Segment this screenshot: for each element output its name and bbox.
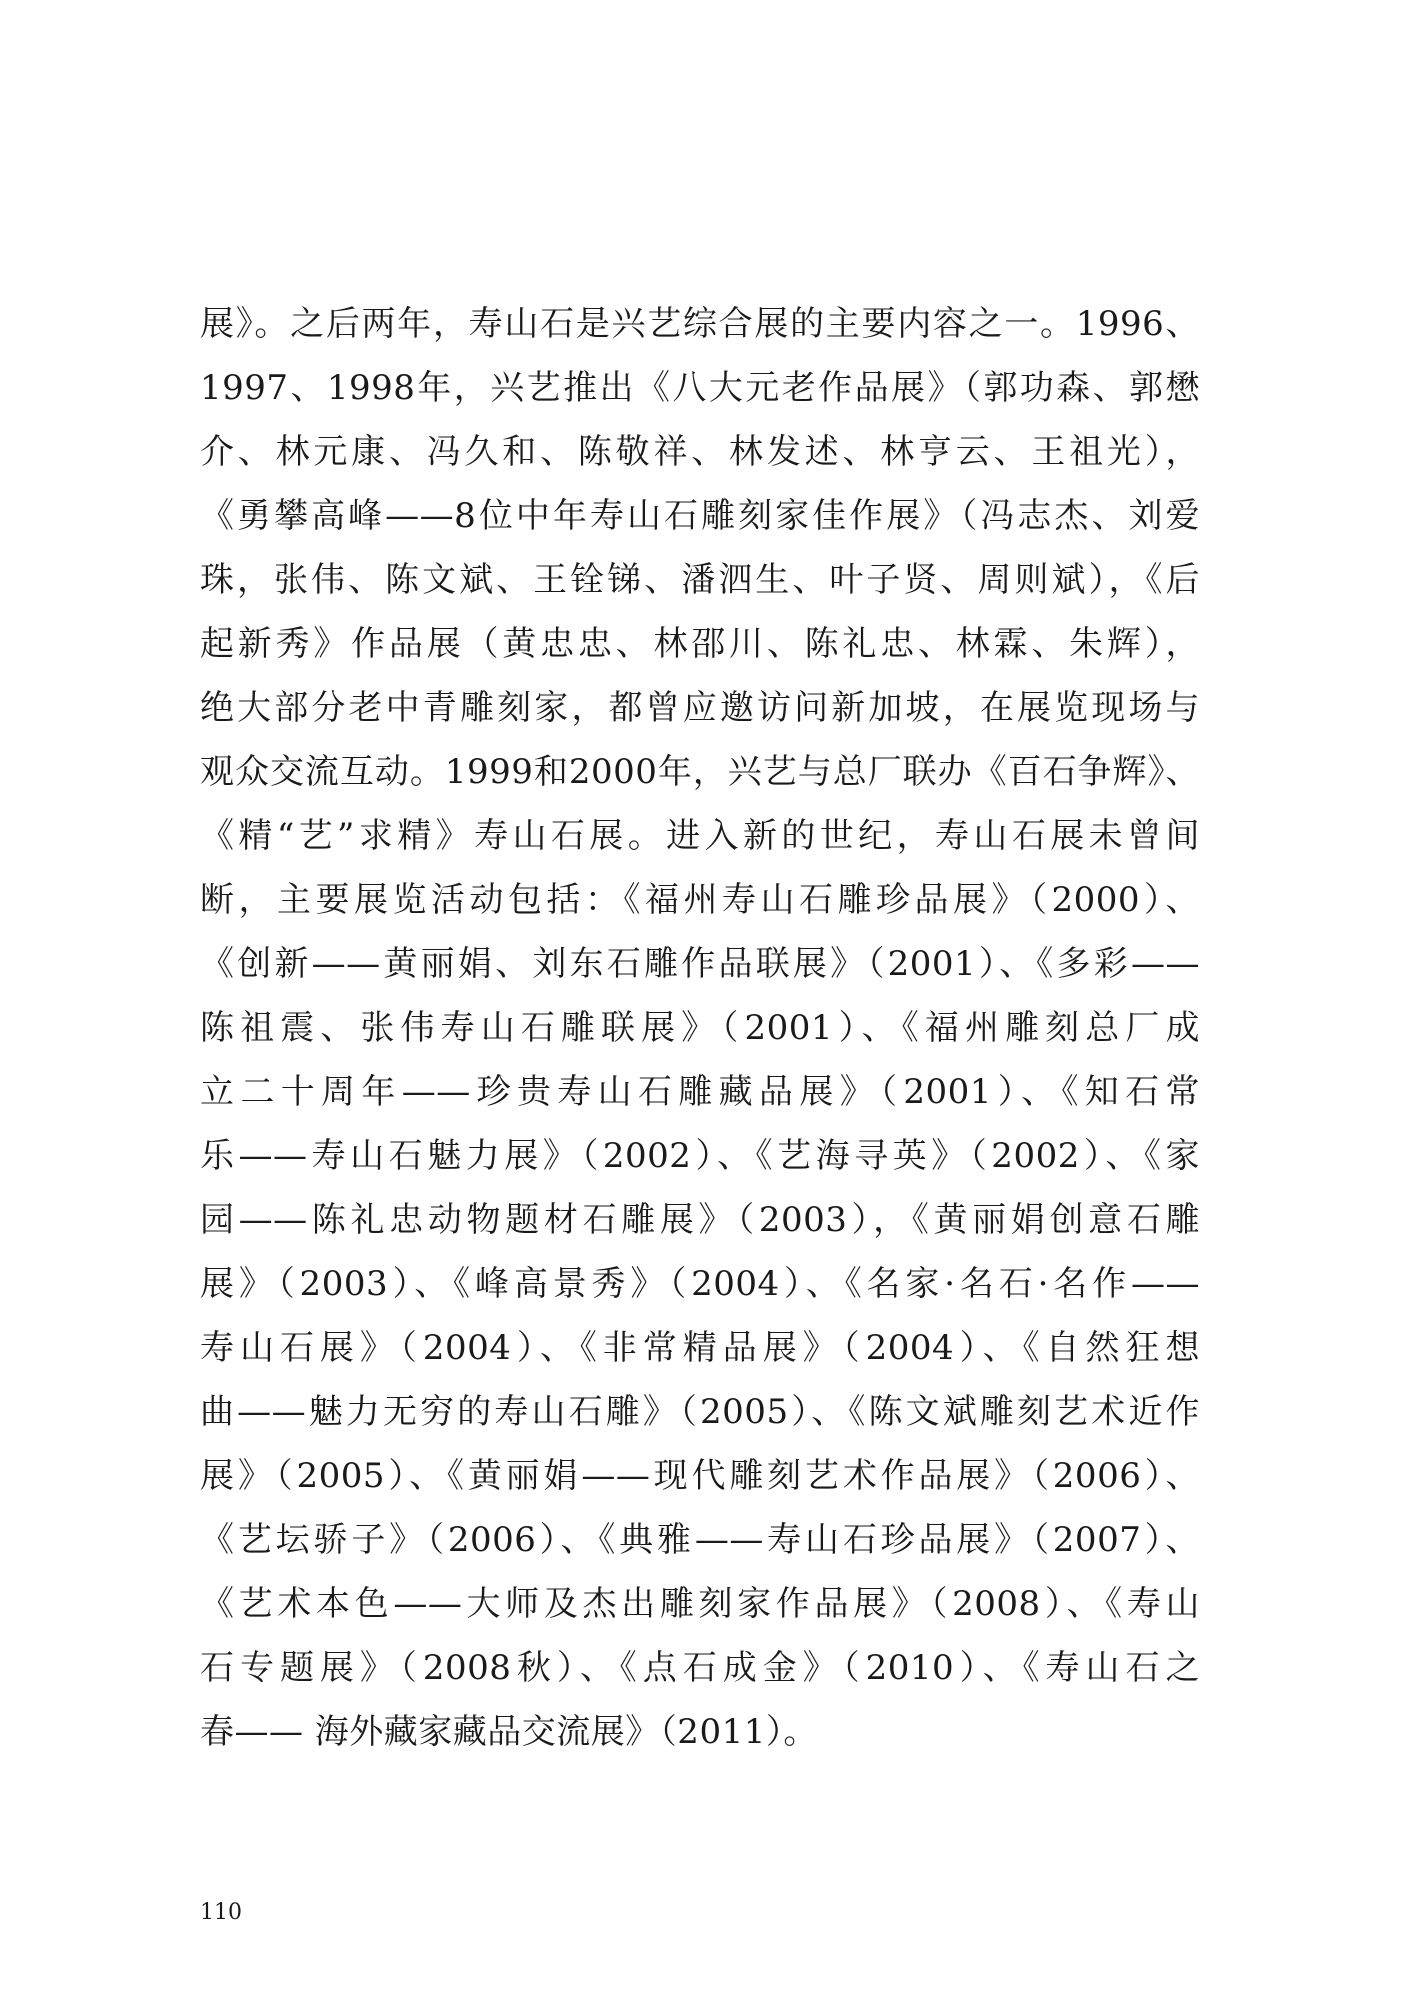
- text-line: 绝大部分老中青雕刻家，都曾应邀访问新加坡，在展览现场与: [200, 688, 1200, 728]
- text-line: 展》。之后两年，寿山石是兴艺综合展的主要内容之一。1996、: [200, 304, 1200, 344]
- text-line: 《艺术本色——大师及杰出雕刻家作品展》（2008）、《寿山: [200, 1584, 1200, 1624]
- text-line: 立二十周年——珍贵寿山石雕藏品展》（2001）、《知石常: [200, 1072, 1200, 1112]
- text-line: 寿山石展》（2004）、《非常精品展》（2004）、《自然狂想: [200, 1328, 1200, 1368]
- page-number: 110: [200, 1900, 242, 1925]
- text-line: 石专题展》（2008秋）、《点石成金》（2010）、《寿山石之: [200, 1648, 1200, 1688]
- text-line: 《精“艺”求精》寿山石展。进入新的世纪，寿山石展未曾间: [200, 816, 1200, 856]
- text-line: 展》（2005）、《黄丽娟——现代雕刻艺术作品展》（2006）、: [200, 1456, 1200, 1496]
- text-line: 《艺坛骄子》（2006）、《典雅——寿山石珍品展》（2007）、: [200, 1520, 1200, 1560]
- text-line: 《创新——黄丽娟、刘东石雕作品联展》（2001）、《多彩——: [200, 944, 1200, 984]
- text-line: 珠，张伟、陈文斌、王铨锑、潘泗生、叶子贤、周则斌），《后: [200, 560, 1200, 600]
- text-line: 观众交流互动。1999和2000年，兴艺与总厂联办《百石争辉》、: [200, 752, 1200, 792]
- text-line: 《勇攀高峰——8位中年寿山石雕刻家佳作展》（冯志杰、刘爱: [200, 496, 1200, 536]
- text-line: 曲——魅力无穷的寿山石雕》（2005）、《陈文斌雕刻艺术近作: [200, 1392, 1200, 1432]
- text-line: 起新秀》作品展（黄忠忠、林邵川、陈礼忠、林霖、朱辉），: [200, 624, 1200, 664]
- text-line: 陈祖震、张伟寿山石雕联展》（2001）、《福州雕刻总厂成: [200, 1008, 1200, 1048]
- text-line: 园——陈礼忠动物题材石雕展》（2003），《黄丽娟创意石雕: [200, 1200, 1200, 1240]
- body-text: [200, 292, 1200, 1764]
- text-line: 乐——寿山石魅力展》（2002）、《艺海寻英》（2002）、《家: [200, 1136, 1200, 1176]
- text-line-last: 春—— 海外藏家藏品交流展》（2011）。: [200, 1712, 818, 1752]
- text-line: 介、林元康、冯久和、陈敬祥、林发述、林亨云、王祖光），: [200, 432, 1200, 472]
- text-line: 断，主要展览活动包括：《福州寿山石雕珍品展》（2000）、: [200, 880, 1200, 920]
- text-line: 1997、1998年，兴艺推出《八大元老作品展》（郭功森、郭懋: [200, 368, 1200, 408]
- text-line: 展》（2003）、《峰高景秀》（2004）、《名家·名石·名作——: [200, 1264, 1200, 1304]
